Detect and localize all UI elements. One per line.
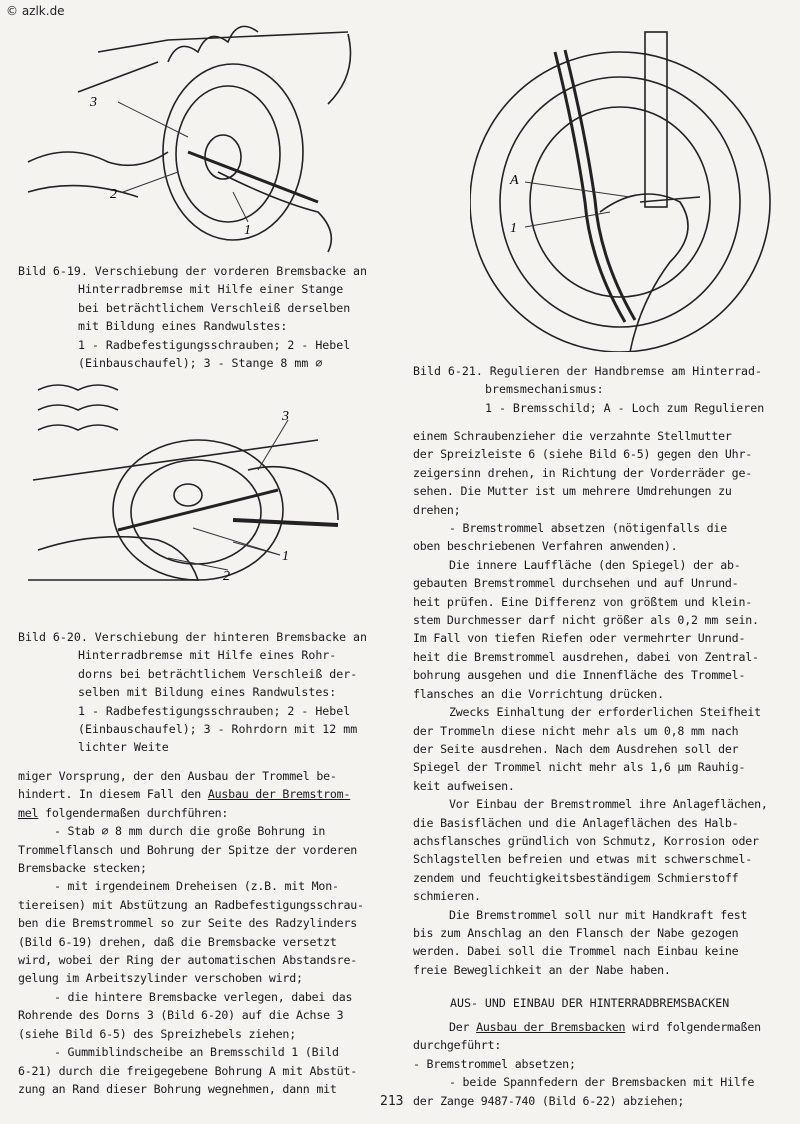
section-heading: AUS- UND EINBAU DER HINTERRADBREMSBACKEN [450,996,730,1010]
fig19-label-1: 1 [244,223,251,238]
fig21-caption: Bild 6-21. Regulieren der Handbremse am Hinterrad- bremsmechanismus: 1 - Bremsschild; A - Loch zum Regulieren [413,364,765,415]
fig19-caption: Bild 6-19. Verschiebung der vorderen Bremsbacke an Hinterradbremse mit Hilfe einer Stange bei beträchtlichem Verschleiß derselben mit Bildung eines Randwulstes: 1 - Radbefestigungsschrauben; 2 - Hebel (Einbauschaufel); 3 - Stange 8 mm ∅ [18,264,368,371]
fig20-label-1: 1 [282,549,289,564]
fig19-label-2: 2 [110,187,117,202]
fig20-label-2: 2 [223,569,230,584]
figure-6-19 [18,22,358,257]
fig21-label-A: A [510,173,519,188]
fig20-label-3: 3 [282,409,289,424]
watermark: © azlk.de [6,4,65,18]
fig19-label-3: 3 [90,95,97,110]
fig20-caption: Bild 6-20. Verschiebung der hinteren Bremsbacke an Hinterradbremse mit Hilfe eines Rohr- dorns bei beträchtlichem Verschleiß der- selben mit Bildung eines Randwulstes: 1 - Radbefestigungsschrauben; 2 - Hebel (Einbauschaufel); 3 - Rohrdorn mit 12 mm lichter Weite [18,630,368,755]
right-body-text: einem Schraubenzieher die verzahnte Stellmutter der Spreizleiste 6 (siehe Bild 6-5) gegen den Uhr- zeigersinn drehen, in Richtung der Vorderräder ge- sehen. Die Mutter ist um mehrere Umdrehungen zu drehen; - Bremstrommel absetzen (nötigenfalls die oben beschriebenen Verfahren anwenden). Die innere Lauffläche (den Spiegel) der ab- gebauten Bremstrommel durchsehen und auf Unrund- heit prüfen. Eine Differenz von größtem und klein- stem Durchmesser darf nicht größer als 0,2 mm sein. Im Fall von tiefen Riefen oder vermehrter Unrund- heit die Bremstrommel ausdrehen, dabei von Zentral- bohrung ausgehen und die Innenfläche des Trommel- flansches an die Vorrichtung drücken. Zwecks Einhaltung der erforderlichen Steifheit der Trommeln diese nicht mehr als um 0,8 mm nach der Seite ausdrehen. Nach dem Ausdrehen soll der Spiegel der Trommel nicht mehr als 1,6 µm Rauhig- keit aufweisen. Vor Einbau der Bremstrommel ihre Anlageflächen, die Basisflächen und die Anlageflächen des Halb- achsflansches gründlich von Schmutz, Korrosion oder Schlagstellen befreien und etwas mit schwerschmel- zendem und feuchtigkeitsbeständigem Schmierstoff schmieren. Die Bremstrommel soll nur mit Handkraft fest bis zum Anschlag an den Flansch der Nabe gezogen werden. Dabei soll die Trommel nach Einbau keine freie Beweglichkeit an der Nabe haben. [413,429,768,977]
figure-6-20 [18,380,358,620]
right-body-text-2: Der Ausbau der Bremsbacken wird folgendermaßen durchgeführt: - Bremstrommel absetzen; - beide Spannfedern der Bremsbacken mit Hilfe der Zange 9487-740 (Bild 6-22) abziehen; [413,1020,761,1108]
figure-6-21 [470,22,790,352]
page-number: 213 [380,1094,404,1109]
fig21-label-1: 1 [510,221,517,236]
left-body-text: miger Vorsprung, der den Ausbau der Trommel be- hindert. In diesem Fall den Ausbau der Bremstrom- mel folgendermaßen durchführen: - Stab ∅ 8 mm durch die große Bohrung in Trommelflansch und Bohrung der Spitze der vorderen Bremsbacke stecken; - mit irgendeinem Dreheisen (z.B. mit Mon- tiereisen) mit Abstützung an Radbefestigungsschrau- ben die Bremstrommel so zur Seite des Radzylinders (Bild 6-19) drehen, daß die Bremsbacke versetzt wird, wobei der Ring der automatischen Abstandsre- gelung im Arbeitszylinder verschoben wird; - die hintere Bremsbacke verlegen, dabei das Rohrende des Dorns 3 (Bild 6-20) auf die Achse 3 (siehe Bild 6-5) des Spreizhebels ziehen; - Gummiblindscheibe an Bremsschild 1 (Bild 6-21) durch die freigegebene Bohrung A mit Abstüt- zung an Rand dieser Bohrung wegnehmen, dann mit [18,769,364,1096]
